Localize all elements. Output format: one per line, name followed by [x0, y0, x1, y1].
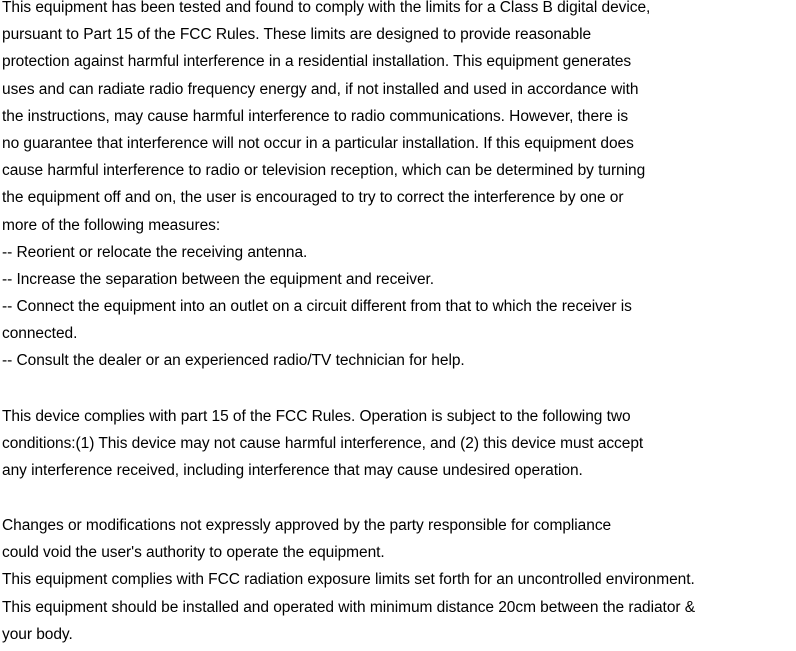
- text-line: This equipment has been tested and found to comply with the limits for a Class B digital device,: [2, 0, 651, 16]
- text-line: your body.: [2, 625, 73, 643]
- text-line: more of the following measures:: [2, 216, 221, 234]
- fcc-part-15-compliance-paragraph: [2, 403, 796, 485]
- text-line: This equipment complies with FCC radiation exposure limits set forth for an uncontrolled environment.: [2, 571, 695, 589]
- measure-list-item: -- Increase the separation between the equipment and receiver.: [2, 270, 435, 288]
- text-line: conditions:(1) This device may not cause harmful interference, and (2) this device must accept: [2, 435, 644, 453]
- text-line: Changes or modifications not expressly approved by the party responsible for compliance: [2, 517, 612, 534]
- text-line: any interference received, including interference that may cause undesired operation.: [2, 462, 583, 480]
- fcc-modifications-and-exposure-paragraph: [2, 512, 796, 648]
- fcc-class-b-paragraph: [2, 0, 796, 375]
- measure-list-item: -- Consult the dealer or an experienced radio/TV technician for help.: [2, 352, 465, 370]
- measure-list-item: -- Reorient or relocate the receiving antenna.: [2, 243, 308, 261]
- text-line: could void the user's authority to operate the equipment.: [2, 544, 385, 562]
- text-line: no guarantee that interference will not occur in a particular installation. If this equipment does: [2, 134, 634, 152]
- text-line: the instructions, may cause harmful interference to radio communications. However, there is: [2, 107, 629, 125]
- measure-list-item: -- Connect the equipment into an outlet on a circuit different from that to which the receiver is: [2, 298, 632, 316]
- text-line: cause harmful interference to radio or television reception, which can be determined by turning: [2, 162, 646, 180]
- text-line: This equipment should be installed and operated with minimum distance 20cm between the radiator &: [2, 598, 696, 616]
- text-line: protection against harmful interference in a residential installation. This equipment generates: [2, 53, 632, 71]
- text-line: This device complies with part 15 of the FCC Rules. Operation is subject to the following two: [2, 408, 631, 425]
- text-line: pursuant to Part 15 of the FCC Rules. These limits are designed to provide reasonable: [2, 26, 592, 44]
- text-line: connected.: [2, 325, 78, 343]
- text-line: the equipment off and on, the user is encouraged to try to correct the interference by one or: [2, 189, 624, 207]
- text-line: uses and can radiate radio frequency energy and, if not installed and used in accordance with: [2, 80, 639, 98]
